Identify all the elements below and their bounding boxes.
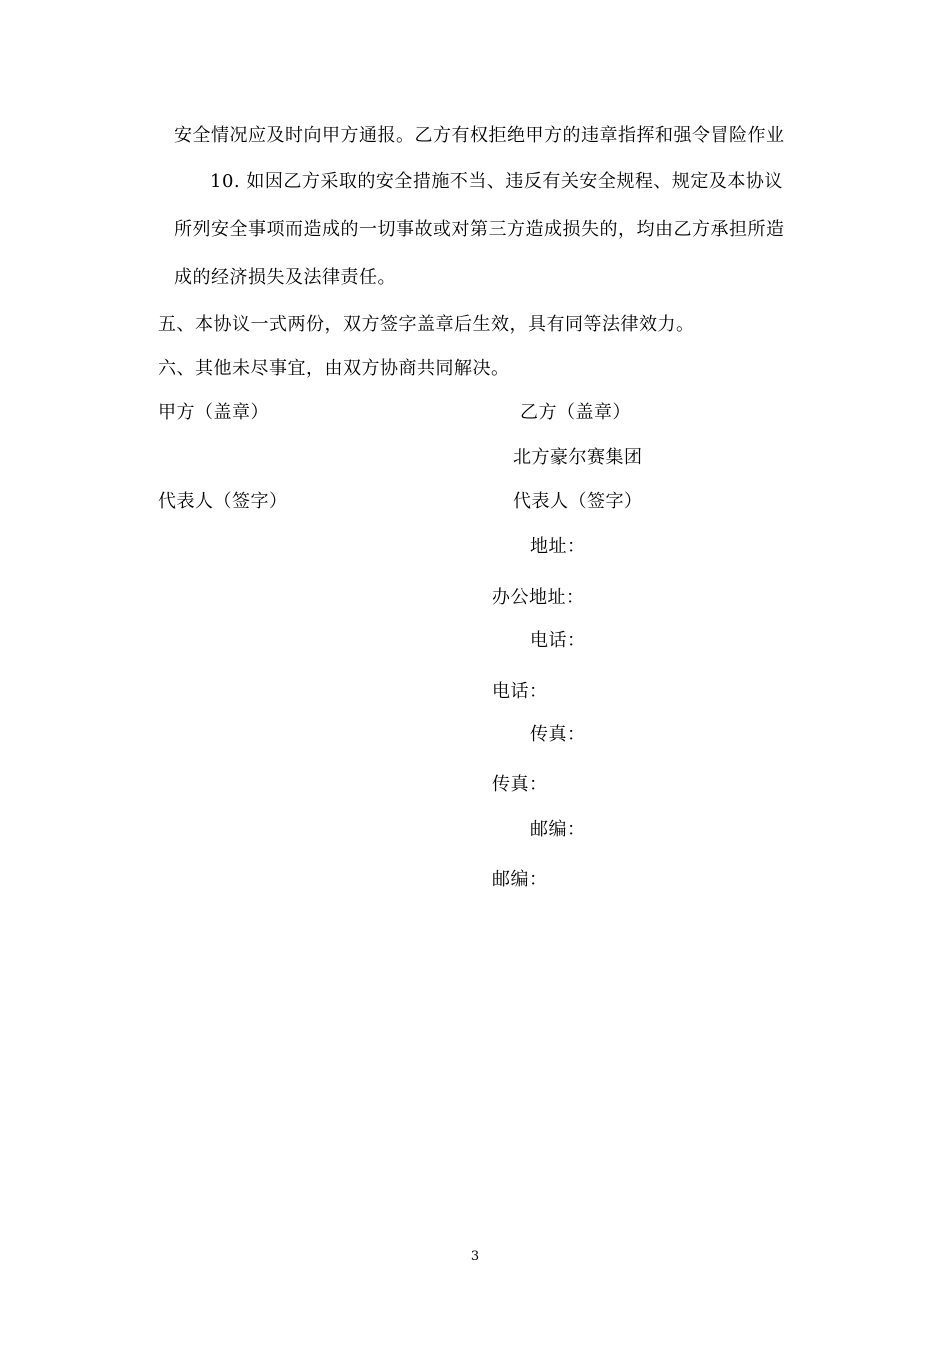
phone-label-secondary: 电话： xyxy=(492,681,548,702)
paragraph-line: 所列安全事项而造成的一切事故或对第三方造成损失的，均由乙方承担所造 xyxy=(174,219,785,240)
clause-six: 六、其他未尽事宜，由双方协商共同解决。 xyxy=(158,358,510,379)
fax-label: 传真： xyxy=(530,724,586,745)
party-b-representative-label: 代表人（签字） xyxy=(513,491,643,512)
phone-label: 电话： xyxy=(530,630,586,651)
paragraph-line: 成的经济损失及法律责任。 xyxy=(174,267,396,288)
party-b-seal-label: 乙方（盖章） xyxy=(520,402,631,423)
paragraph-line: 安全情况应及时向甲方通报。乙方有权拒绝甲方的违章指挥和强令冒险作业 xyxy=(174,125,785,146)
postcode-label-secondary: 邮编： xyxy=(492,869,548,890)
fax-label-secondary: 传真： xyxy=(492,774,548,795)
paragraph-line: 10. 如因乙方采取的安全措施不当、违反有关安全规程、规定及本协议 xyxy=(210,171,783,192)
address-label: 地址： xyxy=(530,536,586,557)
postcode-label: 邮编： xyxy=(530,819,586,840)
page-number: 3 xyxy=(470,1249,480,1264)
party-a-representative-label: 代表人（签字） xyxy=(158,491,288,512)
party-b-company-name: 北方豪尔赛集团 xyxy=(513,447,643,468)
party-a-seal-label: 甲方（盖章） xyxy=(158,402,269,423)
clause-five: 五、本协议一式两份，双方签字盖章后生效，具有同等法律效力。 xyxy=(158,314,695,335)
office-address-label: 办公地址： xyxy=(492,587,585,608)
